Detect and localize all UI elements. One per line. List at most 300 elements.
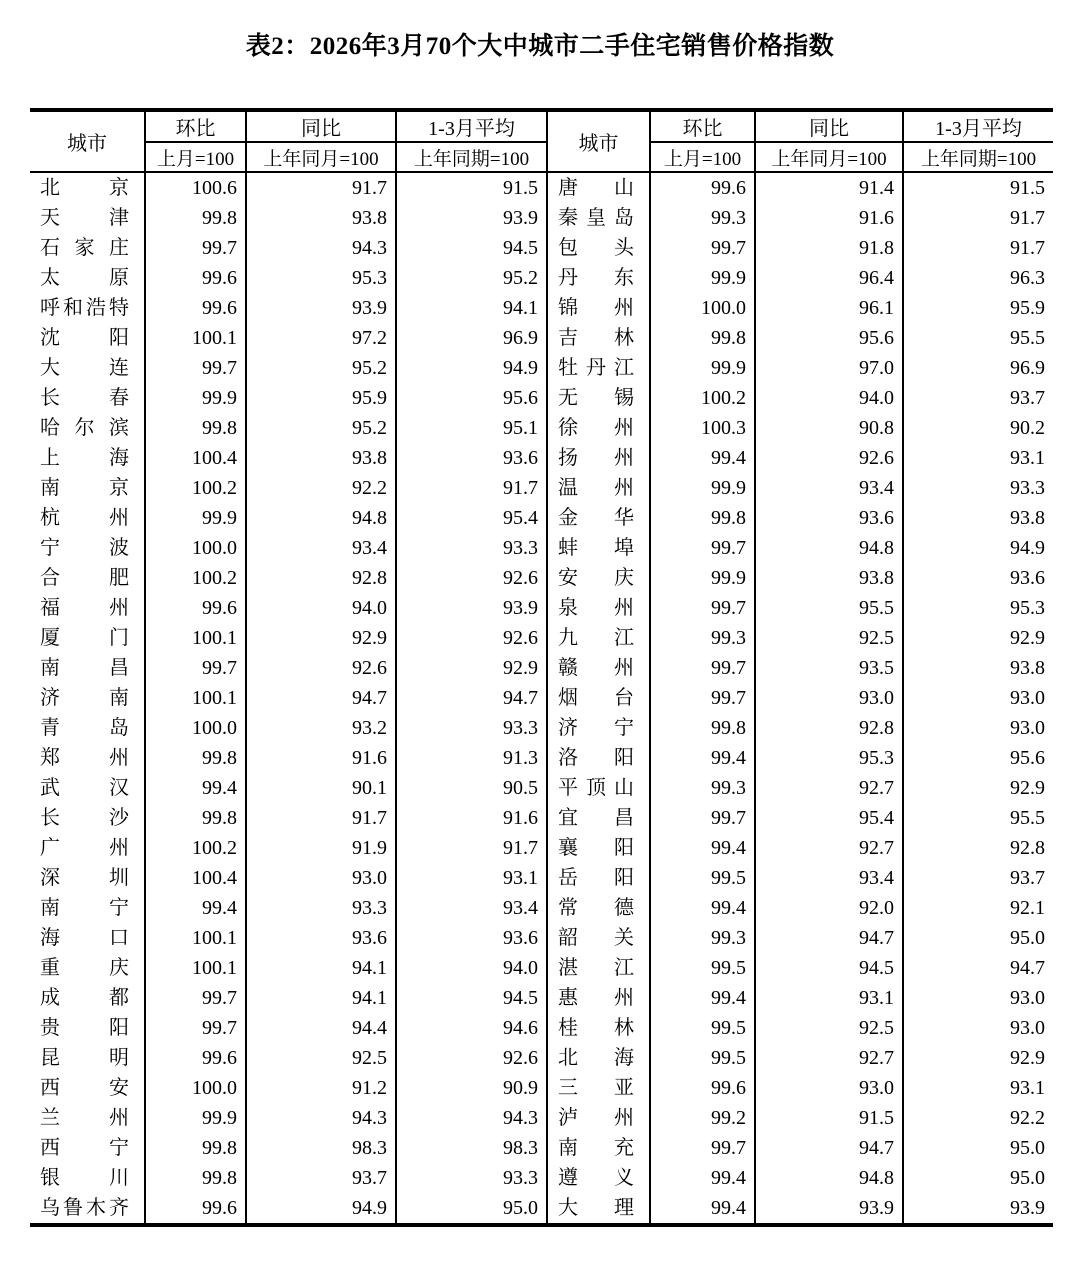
table-row xyxy=(30,833,1053,863)
avg-cell: 95.0 xyxy=(1010,1167,1045,1189)
avg-cell: 93.0 xyxy=(1010,717,1045,739)
city-cell: 济 宁 xyxy=(547,713,650,743)
mom-cell: 99.5 xyxy=(650,1013,755,1043)
yoy-cell: 92.7 xyxy=(755,773,903,803)
mom-cell: 99.8 xyxy=(145,1133,246,1163)
city-cell: 包 头 xyxy=(547,233,650,263)
table-row xyxy=(30,503,1053,533)
mom-cell: 99.7 xyxy=(650,233,755,263)
avg-cell: 93.1 xyxy=(1010,1077,1045,1099)
yoy-cell: 93.6 xyxy=(246,923,396,953)
mom-cell: 99.7 xyxy=(145,353,246,383)
avg-cell: 92.8 xyxy=(1010,837,1045,859)
avg-cell: 91.5 xyxy=(1010,177,1045,199)
table-row xyxy=(30,1073,1053,1103)
yoy-cell: 94.1 xyxy=(246,953,396,983)
header-mom-right: 环比 xyxy=(650,110,755,142)
avg-cell: 93.9 xyxy=(396,593,547,623)
table-row xyxy=(30,1013,1053,1043)
yoy-cell: 93.3 xyxy=(246,893,396,923)
mom-cell: 100.1 xyxy=(145,623,246,653)
mom-cell: 99.7 xyxy=(650,593,755,623)
avg-cell: 95.0 xyxy=(1010,927,1045,949)
mom-cell: 99.8 xyxy=(145,1163,246,1193)
table-row xyxy=(30,803,1053,833)
table-row xyxy=(30,1163,1053,1193)
city-cell: 杭 州 xyxy=(30,503,145,533)
yoy-cell: 92.5 xyxy=(755,1013,903,1043)
city-cell: 无 锡 xyxy=(547,383,650,413)
mom-cell: 99.6 xyxy=(145,593,246,623)
table-body xyxy=(30,172,1053,1225)
avg-cell: 93.4 xyxy=(396,893,547,923)
mom-cell: 99.8 xyxy=(145,803,246,833)
city-cell: 桂 林 xyxy=(547,1013,650,1043)
avg-cell: 93.3 xyxy=(1010,477,1045,499)
avg-cell: 95.6 xyxy=(396,383,547,413)
table-row xyxy=(30,743,1053,773)
avg-cell: 91.3 xyxy=(396,743,547,773)
avg-cell: 93.3 xyxy=(396,1163,547,1193)
city-cell: 哈 尔 滨 xyxy=(30,413,145,443)
avg-cell: 98.3 xyxy=(396,1133,547,1163)
table-row xyxy=(30,293,1053,323)
mom-cell: 99.7 xyxy=(650,803,755,833)
table-row xyxy=(30,683,1053,713)
avg-cell: 92.9 xyxy=(1010,777,1045,799)
avg-cell: 95.3 xyxy=(1010,597,1045,619)
header-city-right: 城市 xyxy=(547,110,650,172)
city-cell: 牡 丹 江 xyxy=(547,353,650,383)
mom-cell: 99.8 xyxy=(145,203,246,233)
mom-cell: 99.4 xyxy=(650,1193,755,1225)
mom-cell: 99.4 xyxy=(650,893,755,923)
header-avg-base-left: 上年同期=100 xyxy=(396,142,547,172)
header-yoy-right: 同比 xyxy=(755,110,903,142)
yoy-cell: 93.5 xyxy=(755,653,903,683)
city-cell: 丹 东 xyxy=(547,263,650,293)
mom-cell: 99.4 xyxy=(650,983,755,1013)
yoy-cell: 92.5 xyxy=(246,1043,396,1073)
avg-cell: 94.1 xyxy=(396,293,547,323)
avg-cell: 93.1 xyxy=(396,863,547,893)
city-cell: 成 都 xyxy=(30,983,145,1013)
header-avg-left: 1-3月平均 xyxy=(396,110,547,142)
mom-cell: 100.1 xyxy=(145,953,246,983)
yoy-cell: 93.2 xyxy=(246,713,396,743)
avg-cell: 96.9 xyxy=(1010,357,1045,379)
mom-cell: 99.9 xyxy=(650,473,755,503)
yoy-cell: 93.9 xyxy=(246,293,396,323)
avg-cell: 93.9 xyxy=(396,203,547,233)
yoy-cell: 92.6 xyxy=(246,653,396,683)
mom-cell: 100.2 xyxy=(650,383,755,413)
city-cell: 长 春 xyxy=(30,383,145,413)
yoy-cell: 93.4 xyxy=(755,863,903,893)
avg-cell: 91.7 xyxy=(396,833,547,863)
avg-cell: 95.5 xyxy=(1010,327,1045,349)
city-cell: 呼 和 浩 特 xyxy=(30,293,145,323)
city-cell: 蚌 埠 xyxy=(547,533,650,563)
avg-cell: 92.9 xyxy=(1010,1047,1045,1069)
mom-cell: 99.7 xyxy=(145,1013,246,1043)
mom-cell: 100.0 xyxy=(145,1073,246,1103)
mom-cell: 99.4 xyxy=(650,443,755,473)
city-cell: 宁 波 xyxy=(30,533,145,563)
mom-cell: 99.6 xyxy=(145,293,246,323)
yoy-cell: 92.8 xyxy=(246,563,396,593)
avg-cell: 96.3 xyxy=(1010,267,1045,289)
avg-cell: 92.1 xyxy=(1010,897,1045,919)
avg-cell: 93.0 xyxy=(1010,687,1045,709)
yoy-cell: 93.8 xyxy=(246,203,396,233)
yoy-cell: 93.0 xyxy=(755,1073,903,1103)
yoy-cell: 93.0 xyxy=(246,863,396,893)
yoy-cell: 93.1 xyxy=(755,983,903,1013)
city-cell: 石 家 庄 xyxy=(30,233,145,263)
avg-cell: 94.7 xyxy=(396,683,547,713)
yoy-cell: 96.4 xyxy=(755,263,903,293)
city-cell: 重 庆 xyxy=(30,953,145,983)
yoy-cell: 95.3 xyxy=(246,263,396,293)
mom-cell: 99.4 xyxy=(650,1163,755,1193)
avg-cell: 93.6 xyxy=(396,923,547,953)
yoy-cell: 95.6 xyxy=(755,323,903,353)
avg-cell: 95.4 xyxy=(396,503,547,533)
avg-cell: 94.7 xyxy=(1010,957,1045,979)
yoy-cell: 92.2 xyxy=(246,473,396,503)
mom-cell: 99.8 xyxy=(145,743,246,773)
yoy-cell: 95.2 xyxy=(246,413,396,443)
avg-cell: 94.9 xyxy=(396,353,547,383)
mom-cell: 100.0 xyxy=(145,533,246,563)
yoy-cell: 97.2 xyxy=(246,323,396,353)
city-cell: 岳 阳 xyxy=(547,863,650,893)
mom-cell: 100.2 xyxy=(145,473,246,503)
avg-cell: 92.6 xyxy=(396,563,547,593)
avg-cell: 94.6 xyxy=(396,1013,547,1043)
mom-cell: 99.4 xyxy=(145,893,246,923)
table-row xyxy=(30,893,1053,923)
yoy-cell: 95.2 xyxy=(246,353,396,383)
city-cell: 南 京 xyxy=(30,473,145,503)
yoy-cell: 94.4 xyxy=(246,1013,396,1043)
header-mom-base-left: 上月=100 xyxy=(145,142,246,172)
table-header xyxy=(30,110,1053,172)
yoy-cell: 91.7 xyxy=(246,803,396,833)
city-cell: 徐 州 xyxy=(547,413,650,443)
yoy-cell: 93.6 xyxy=(755,503,903,533)
mom-cell: 99.4 xyxy=(145,773,246,803)
yoy-cell: 92.5 xyxy=(755,623,903,653)
mom-cell: 99.7 xyxy=(145,983,246,1013)
mom-cell: 99.5 xyxy=(650,1043,755,1073)
city-cell: 泸 州 xyxy=(547,1103,650,1133)
table-row xyxy=(30,533,1053,563)
header-mom-left: 环比 xyxy=(145,110,246,142)
mom-cell: 99.9 xyxy=(650,263,755,293)
mom-cell: 100.2 xyxy=(145,563,246,593)
avg-cell: 95.6 xyxy=(1010,747,1045,769)
yoy-cell: 93.4 xyxy=(246,533,396,563)
avg-cell: 94.5 xyxy=(396,233,547,263)
yoy-cell: 94.0 xyxy=(755,383,903,413)
mom-cell: 100.1 xyxy=(145,323,246,353)
city-cell: 福 州 xyxy=(30,593,145,623)
table-row xyxy=(30,443,1053,473)
avg-cell: 93.6 xyxy=(1010,567,1045,589)
city-cell: 大 理 xyxy=(547,1193,650,1225)
mom-cell: 99.9 xyxy=(650,353,755,383)
yoy-cell: 91.8 xyxy=(755,233,903,263)
avg-cell: 94.3 xyxy=(396,1103,547,1133)
mom-cell: 100.3 xyxy=(650,413,755,443)
city-cell: 唐 山 xyxy=(547,172,650,203)
city-cell: 昆 明 xyxy=(30,1043,145,1073)
table-row xyxy=(30,623,1053,653)
city-cell: 合 肥 xyxy=(30,563,145,593)
city-cell: 遵 义 xyxy=(547,1163,650,1193)
city-cell: 沈 阳 xyxy=(30,323,145,353)
header-avg-right: 1-3月平均 xyxy=(903,110,1053,142)
yoy-cell: 95.3 xyxy=(755,743,903,773)
table-row xyxy=(30,563,1053,593)
table-row xyxy=(30,953,1053,983)
table-row xyxy=(30,203,1053,233)
yoy-cell: 92.7 xyxy=(755,833,903,863)
mom-cell: 99.4 xyxy=(650,743,755,773)
avg-cell: 92.6 xyxy=(396,1043,547,1073)
city-cell: 南 宁 xyxy=(30,893,145,923)
city-cell: 长 沙 xyxy=(30,803,145,833)
mom-cell: 100.2 xyxy=(145,833,246,863)
avg-cell: 90.9 xyxy=(396,1073,547,1103)
city-cell: 襄 阳 xyxy=(547,833,650,863)
city-cell: 银 川 xyxy=(30,1163,145,1193)
avg-cell: 93.8 xyxy=(1010,657,1045,679)
mom-cell: 99.8 xyxy=(650,323,755,353)
city-cell: 兰 州 xyxy=(30,1103,145,1133)
mom-cell: 99.7 xyxy=(650,533,755,563)
mom-cell: 99.7 xyxy=(145,233,246,263)
yoy-cell: 93.0 xyxy=(755,683,903,713)
yoy-cell: 94.7 xyxy=(755,923,903,953)
avg-cell: 91.7 xyxy=(1010,207,1045,229)
city-cell: 大 连 xyxy=(30,353,145,383)
avg-cell: 91.6 xyxy=(396,803,547,833)
city-cell: 太 原 xyxy=(30,263,145,293)
mom-cell: 100.4 xyxy=(145,443,246,473)
mom-cell: 99.6 xyxy=(145,263,246,293)
yoy-cell: 94.8 xyxy=(246,503,396,533)
table-row xyxy=(30,263,1053,293)
table-row xyxy=(30,773,1053,803)
city-cell: 九 江 xyxy=(547,623,650,653)
avg-cell: 90.2 xyxy=(1010,417,1045,439)
city-cell: 海 口 xyxy=(30,923,145,953)
avg-cell: 93.8 xyxy=(1010,507,1045,529)
city-cell: 北 海 xyxy=(547,1043,650,1073)
mom-cell: 99.8 xyxy=(145,413,246,443)
mom-cell: 100.1 xyxy=(145,923,246,953)
city-cell: 青 岛 xyxy=(30,713,145,743)
table-row xyxy=(30,1133,1053,1163)
mom-cell: 99.9 xyxy=(650,563,755,593)
yoy-cell: 90.8 xyxy=(755,413,903,443)
table-row xyxy=(30,713,1053,743)
mom-cell: 99.7 xyxy=(650,1133,755,1163)
header-avg-base-right: 上年同期=100 xyxy=(903,142,1053,172)
city-cell: 洛 阳 xyxy=(547,743,650,773)
city-cell: 平 顶 山 xyxy=(547,773,650,803)
city-cell: 乌 鲁 木 齐 xyxy=(30,1193,145,1225)
table-row xyxy=(30,923,1053,953)
yoy-cell: 93.4 xyxy=(755,473,903,503)
yoy-cell: 92.8 xyxy=(755,713,903,743)
city-cell: 广 州 xyxy=(30,833,145,863)
avg-cell: 90.5 xyxy=(396,773,547,803)
mom-cell: 99.6 xyxy=(650,172,755,203)
avg-cell: 93.0 xyxy=(1010,1017,1045,1039)
yoy-cell: 94.8 xyxy=(755,533,903,563)
mom-cell: 99.7 xyxy=(650,653,755,683)
city-cell: 惠 州 xyxy=(547,983,650,1013)
city-cell: 扬 州 xyxy=(547,443,650,473)
city-cell: 金 华 xyxy=(547,503,650,533)
avg-cell: 93.9 xyxy=(1010,1197,1045,1219)
mom-cell: 99.4 xyxy=(650,833,755,863)
mom-cell: 99.8 xyxy=(650,713,755,743)
table-container xyxy=(30,108,1053,1227)
mom-cell: 99.2 xyxy=(650,1103,755,1133)
city-cell: 秦 皇 岛 xyxy=(547,203,650,233)
yoy-cell: 92.9 xyxy=(246,623,396,653)
mom-cell: 99.8 xyxy=(650,503,755,533)
city-cell: 上 海 xyxy=(30,443,145,473)
mom-cell: 99.9 xyxy=(145,1103,246,1133)
mom-cell: 99.6 xyxy=(145,1043,246,1073)
yoy-cell: 95.9 xyxy=(246,383,396,413)
city-cell: 西 安 xyxy=(30,1073,145,1103)
yoy-cell: 92.6 xyxy=(755,443,903,473)
avg-cell: 93.7 xyxy=(1010,867,1045,889)
mom-cell: 100.4 xyxy=(145,863,246,893)
avg-cell: 91.7 xyxy=(1010,237,1045,259)
header-yoy-left: 同比 xyxy=(246,110,396,142)
mom-cell: 99.3 xyxy=(650,203,755,233)
yoy-cell: 94.3 xyxy=(246,233,396,263)
yoy-cell: 92.7 xyxy=(755,1043,903,1073)
table-row xyxy=(30,172,1053,203)
table-row xyxy=(30,593,1053,623)
table-row xyxy=(30,863,1053,893)
yoy-cell: 94.7 xyxy=(246,683,396,713)
table-row xyxy=(30,1043,1053,1073)
mom-cell: 100.0 xyxy=(650,293,755,323)
price-index-table xyxy=(30,108,1053,1227)
avg-cell: 95.2 xyxy=(396,263,547,293)
mom-cell: 99.3 xyxy=(650,623,755,653)
city-cell: 常 德 xyxy=(547,893,650,923)
city-cell: 济 南 xyxy=(30,683,145,713)
avg-cell: 94.5 xyxy=(396,983,547,1013)
yoy-cell: 93.8 xyxy=(755,563,903,593)
avg-cell: 95.5 xyxy=(1010,807,1045,829)
header-yoy-base-left: 上年同月=100 xyxy=(246,142,396,172)
mom-cell: 99.7 xyxy=(145,653,246,683)
header-city-left: 城市 xyxy=(30,110,145,172)
avg-cell: 91.7 xyxy=(396,473,547,503)
avg-cell: 93.6 xyxy=(396,443,547,473)
avg-cell: 96.9 xyxy=(396,323,547,353)
table-row xyxy=(30,233,1053,263)
mom-cell: 99.9 xyxy=(145,383,246,413)
table-row xyxy=(30,323,1053,353)
yoy-cell: 94.9 xyxy=(246,1193,396,1225)
yoy-cell: 94.0 xyxy=(246,593,396,623)
avg-cell: 95.0 xyxy=(1010,1137,1045,1159)
yoy-cell: 94.1 xyxy=(246,983,396,1013)
mom-cell: 99.6 xyxy=(650,1073,755,1103)
avg-cell: 93.7 xyxy=(1010,387,1045,409)
table-title: 表2：2026年3月70个大中城市二手住宅销售价格指数 xyxy=(245,33,835,60)
yoy-cell: 94.8 xyxy=(755,1163,903,1193)
yoy-cell: 94.7 xyxy=(755,1133,903,1163)
mom-cell: 100.1 xyxy=(145,683,246,713)
yoy-cell: 91.2 xyxy=(246,1073,396,1103)
city-cell: 韶 关 xyxy=(547,923,650,953)
city-cell: 南 充 xyxy=(547,1133,650,1163)
yoy-cell: 93.7 xyxy=(246,1163,396,1193)
avg-cell: 94.0 xyxy=(396,953,547,983)
avg-cell: 93.0 xyxy=(1010,987,1045,1009)
avg-cell: 91.5 xyxy=(396,172,547,203)
yoy-cell: 91.4 xyxy=(755,172,903,203)
yoy-cell: 91.5 xyxy=(755,1103,903,1133)
yoy-cell: 91.7 xyxy=(246,172,396,203)
avg-cell: 95.1 xyxy=(396,413,547,443)
yoy-cell: 96.1 xyxy=(755,293,903,323)
yoy-cell: 91.9 xyxy=(246,833,396,863)
yoy-cell: 93.8 xyxy=(246,443,396,473)
city-cell: 三 亚 xyxy=(547,1073,650,1103)
city-cell: 湛 江 xyxy=(547,953,650,983)
city-cell: 北 京 xyxy=(30,172,145,203)
city-cell: 武 汉 xyxy=(30,773,145,803)
mom-cell: 99.5 xyxy=(650,953,755,983)
avg-cell: 93.3 xyxy=(396,713,547,743)
avg-cell: 93.3 xyxy=(396,533,547,563)
mom-cell: 100.0 xyxy=(145,713,246,743)
city-cell: 厦 门 xyxy=(30,623,145,653)
table-row xyxy=(30,653,1053,683)
mom-cell: 99.3 xyxy=(650,773,755,803)
city-cell: 泉 州 xyxy=(547,593,650,623)
table-row xyxy=(30,353,1053,383)
yoy-cell: 95.5 xyxy=(755,593,903,623)
city-cell: 温 州 xyxy=(547,473,650,503)
header-yoy-base-right: 上年同月=100 xyxy=(755,142,903,172)
yoy-cell: 91.6 xyxy=(246,743,396,773)
mom-cell: 99.7 xyxy=(650,683,755,713)
mom-cell: 99.9 xyxy=(145,503,246,533)
table-row xyxy=(30,413,1053,443)
avg-cell: 92.2 xyxy=(1010,1107,1045,1129)
mom-cell: 100.6 xyxy=(145,172,246,203)
city-cell: 吉 林 xyxy=(547,323,650,353)
avg-cell: 94.9 xyxy=(1010,537,1045,559)
avg-cell: 95.9 xyxy=(1010,297,1045,319)
